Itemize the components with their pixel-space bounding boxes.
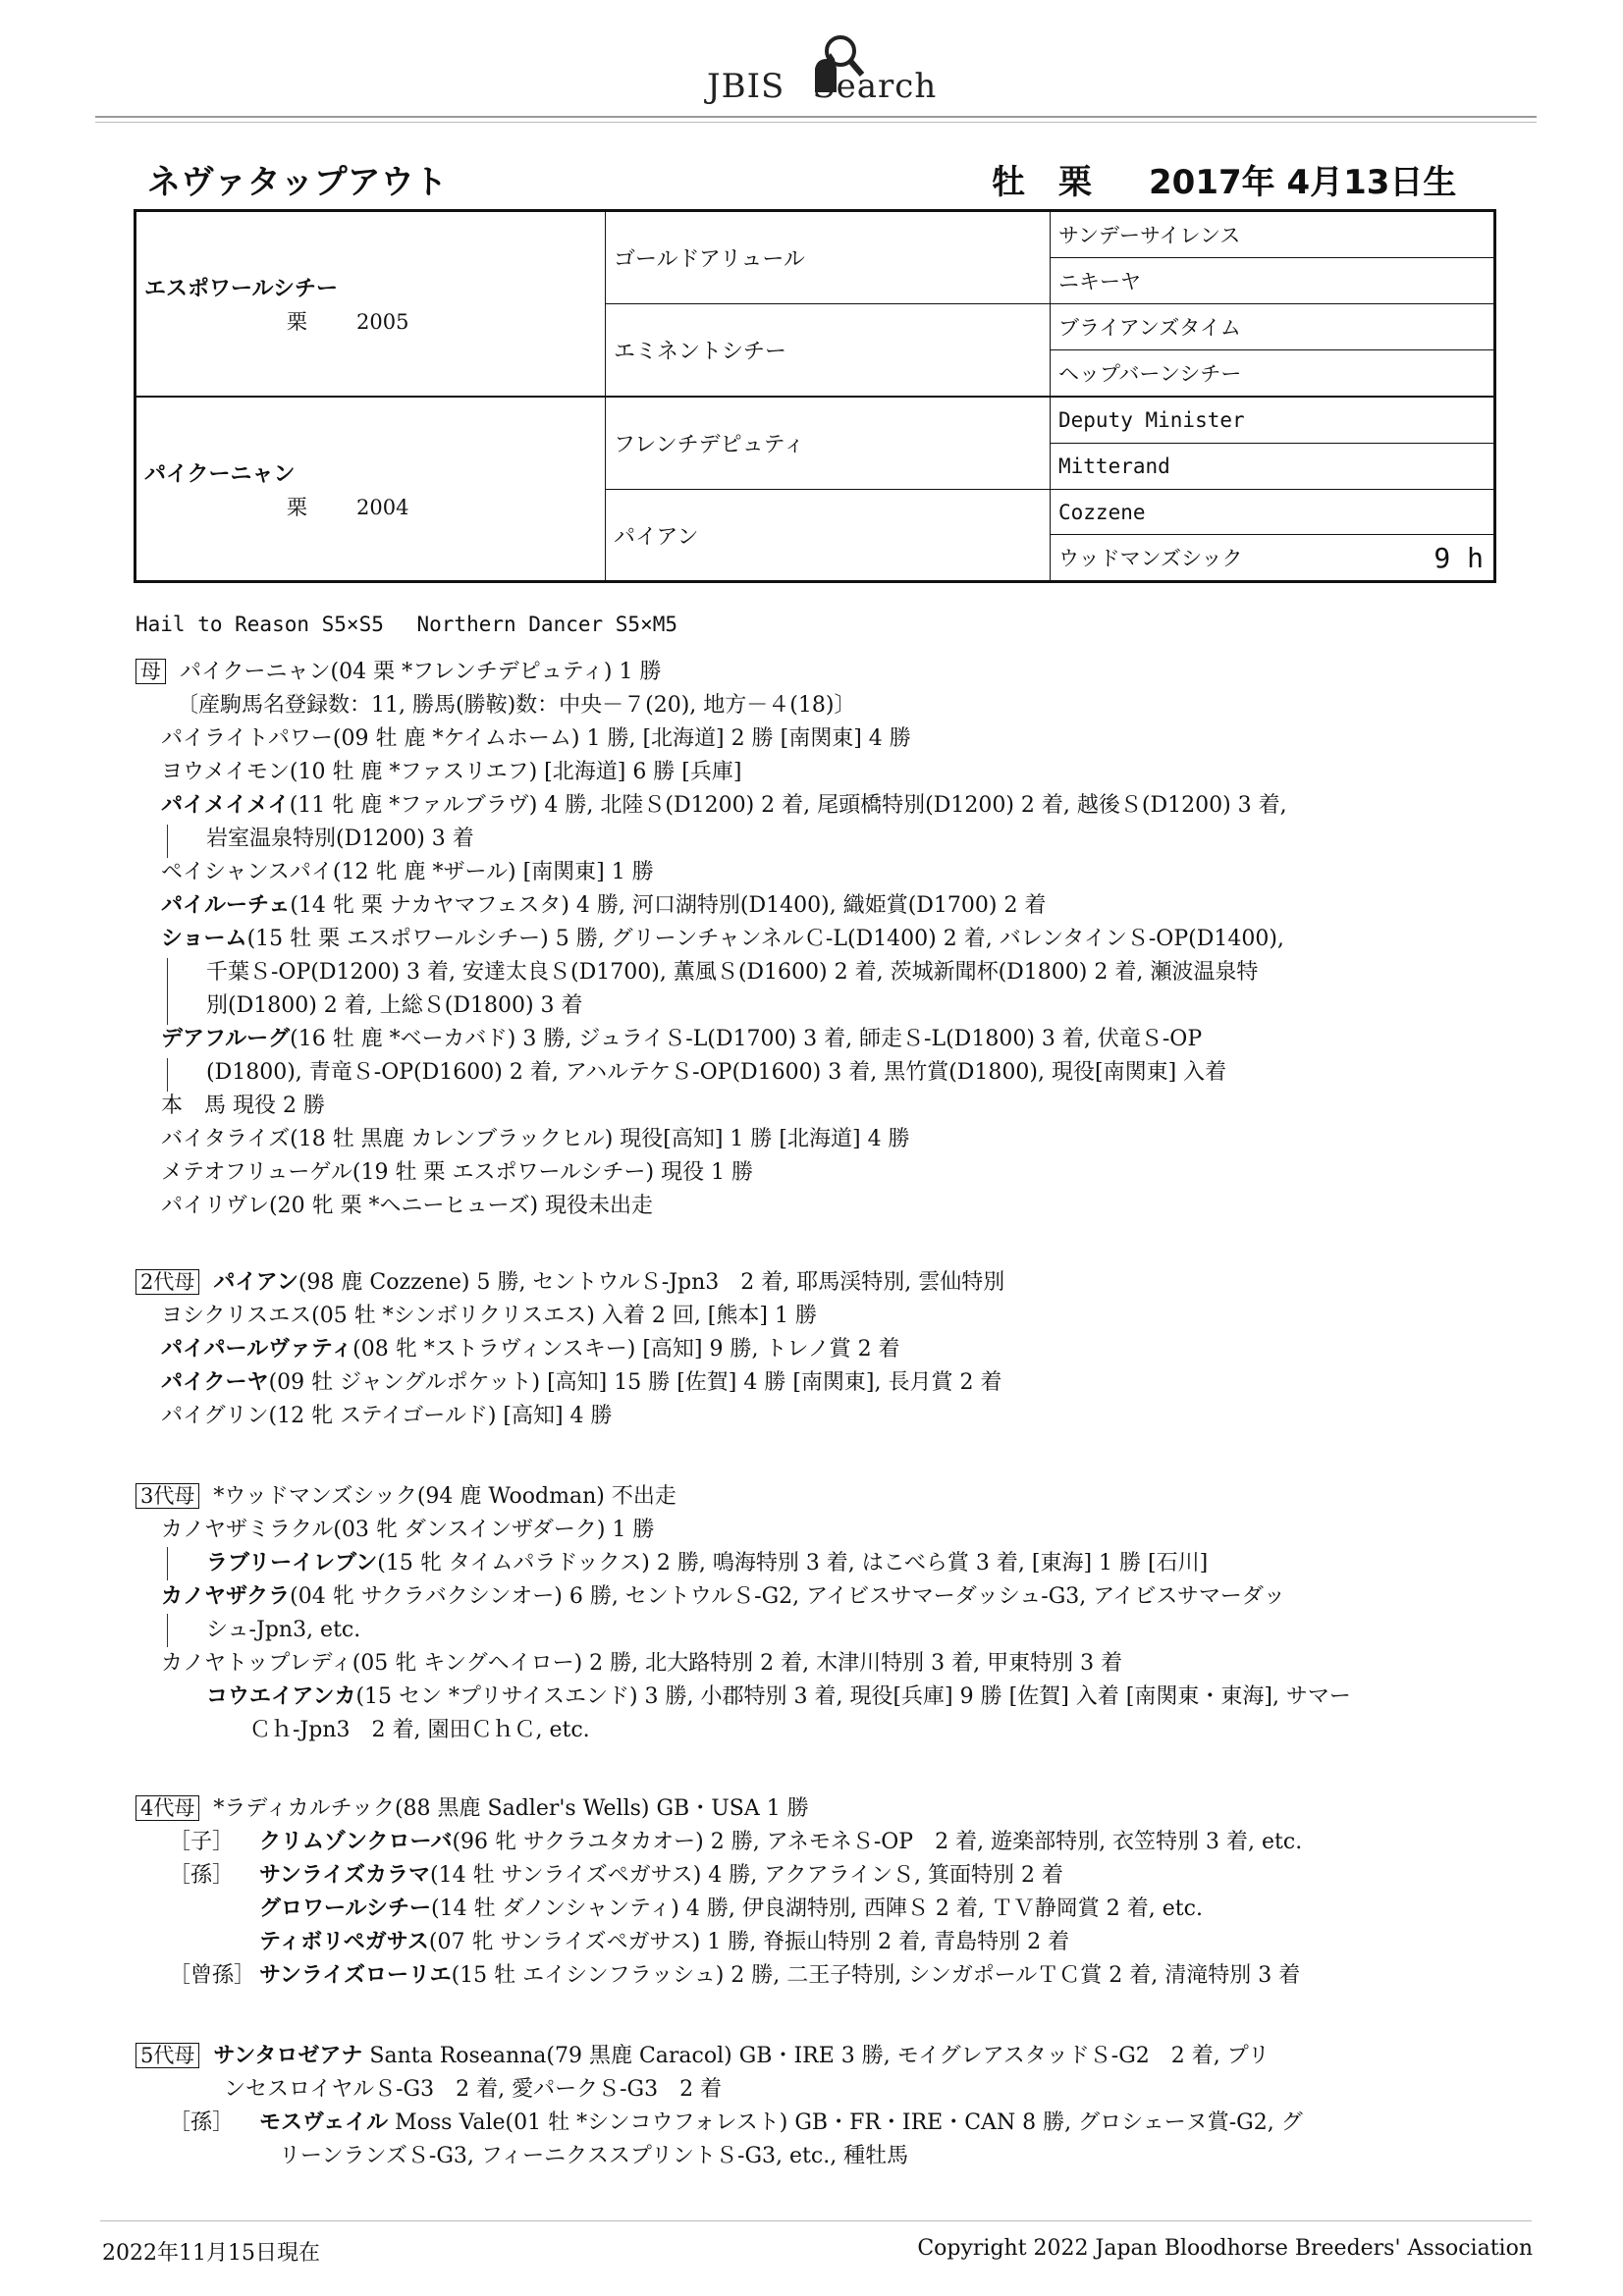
jbis-logo <box>707 29 962 108</box>
list-item: パイクーヤ(09 牡 ジャングルポケット) [高知] 15 勝 [佐賀] 4 勝 [南関東], 長月賞 2 着 <box>161 1370 1002 1395</box>
pedigree-table <box>134 209 1496 583</box>
pedigree-gen3-7: Cozzene <box>1051 490 1493 535</box>
logo-jbis: JBIS <box>707 67 785 106</box>
pedigree-mark: 9 h <box>1434 541 1484 574</box>
footer-date: 2022年11月15日現在 <box>102 2241 320 2266</box>
horse-birthdate: 2017年 4月13日生 <box>1149 163 1457 202</box>
header-rule <box>95 116 1537 118</box>
inbreeding-line: Hail to Reason S5×S5 Northern Dancer S5×M5 <box>135 613 678 636</box>
dam-family-section <box>135 656 1287 1223</box>
sire-color: 栗 <box>287 310 307 334</box>
header-rule-thin <box>95 122 1537 123</box>
list-item: シュ-Jpn3, etc. <box>206 1618 361 1642</box>
list-item: ショーム(15 牡 栗 エスポワールシチー) 5 勝, グリーンチャンネルＣ-L(D1400) 2 着, バレンタインＳ-OP(D1400), <box>161 927 1284 951</box>
list-item: パイライトパワー(09 牡 鹿 *ケイムホーム) 1 勝, [北海道] 2 勝 [南関東] 4 勝 <box>161 726 911 751</box>
fourth-dam-tag: 4代母 <box>135 1795 199 1821</box>
dam-year: 2004 <box>356 495 409 519</box>
list-item: ヨシクリスエス(05 牡 *シンボリクリスエス) 入着 2 回, [熊本] 1 勝 <box>161 1304 817 1328</box>
list-item: ヨウメイモン(10 牡 鹿 *ファスリエフ) [北海道] 6 勝 [兵庫] <box>161 760 742 784</box>
list-item: パイパールヴァティ(08 牝 *ストラヴィンスキー) [高知] 9 勝, トレノ賞 2 着 <box>161 1337 900 1362</box>
list-item: ペイシャンスパイ(12 牝 鹿 *ザール) [南関東] 1 勝 <box>161 860 654 884</box>
list-item: カノヤザミラクル(03 牝 ダンスインザダーク) 1 勝 <box>161 1518 655 1542</box>
list-item: ラブリーイレブン(15 牝 タイムパラドックス) 2 勝, 鳴海特別 3 着, はこべら賞 3 着, [東海] 1 勝 [石川] <box>206 1551 1209 1575</box>
list-item: ［孫］ モスヴェイル Moss Vale(01 牡 *シンコウフォレスト) GB・FR・IRE・CAN 8 勝, グロシェーヌ賞-G2, グ <box>169 2110 1303 2135</box>
horse-name: ネヴァタップアウト <box>147 163 448 202</box>
pedigree-gen2-2: エミネントシチー <box>606 304 1051 398</box>
sire-year: 2005 <box>356 310 409 334</box>
footer-copyright: Copyright 2022 Japan Bloodhorse Breeders' Association <box>917 2236 1533 2261</box>
third-dam-section <box>135 1480 1351 1747</box>
list-item: コウエイアンカ(15 セン *プリサイスエンド) 3 勝, 小郡特別 3 着, 現役[兵庫] 9 勝 [佐賀] 入着 [南関東・東海], サマー <box>206 1684 1351 1709</box>
pedigree-gen3-1: サンデーサイレンス <box>1051 212 1493 258</box>
pedigree-gen3-8-name: ウッドマンズシック <box>1058 547 1243 570</box>
list-item: バイタライズ(18 牡 黒鹿 カレンブラックヒル) 現役[高知] 1 勝 [北海道] 4 勝 <box>161 1127 910 1151</box>
pedigree-gen3-4: ヘップバーンシチー <box>1051 350 1493 398</box>
list-item: 母 パイクーニャン(04 栗 *フレンチデピュティ) 1 勝 <box>135 656 1287 689</box>
fourth-dam-section <box>135 1792 1302 1993</box>
fifth-dam-tag: 5代母 <box>135 2043 199 2068</box>
pedigree-sire <box>136 212 606 398</box>
horse-sex-color: 牡 栗 <box>992 163 1092 202</box>
list-item: 3代母 *ウッドマンズシック(94 鹿 Woodman) 不出走 <box>135 1480 1351 1514</box>
pedigree-gen3-3: ブライアンズタイム <box>1051 304 1493 350</box>
list-item: 別(D1800) 2 着, 上総Ｓ(D1800) 3 着 <box>206 993 583 1018</box>
list-item: パイメイメイ(11 牝 鹿 *ファルブラヴ) 4 勝, 北陸Ｓ(D1200) 2 着, 尾頭橋特別(D1200) 2 着, 越後Ｓ(D1200) 3 着, <box>161 793 1287 818</box>
list-item: 〔産駒馬名登録数：11, 勝馬(勝鞍)数：中央－７(20), 地方－４(18)〕 <box>177 693 856 718</box>
pedigree-gen3-5: Deputy Minister <box>1051 398 1493 444</box>
list-item: 4代母 *ラディカルチック(88 黒鹿 Sadler's Wells) GB・USA 1 勝 <box>135 1792 1302 1826</box>
list-item: ［曾孫］ サンライズローリエ(15 牡 エイシンフラッシュ) 2 勝, 二王子特別, シンガポールＴＣ賞 2 着, 清滝特別 3 着 <box>169 1963 1301 1988</box>
list-item: パイグリン(12 牝 ステイゴールド) [高知] 4 勝 <box>161 1404 613 1428</box>
list-item: ［孫］ サンライズカラマ(14 牡 サンライズペガサス) 4 勝, アクアラインＳ, 箕面特別 2 着 <box>169 1863 1063 1888</box>
list-item: Ｃｈ-Jpn3 2 着, 園田ＣｈＣ, etc. <box>249 1718 590 1742</box>
second-dam-section <box>135 1266 1004 1433</box>
list-item: 千葉Ｓ-OP(D1200) 3 着, 安達太良Ｓ(D1700), 薫風Ｓ(D1600) 2 着, 茨城新聞杯(D1800) 2 着, 瀬波温泉特 <box>206 960 1259 985</box>
list-item: 2代母 パイアン(98 鹿 Cozzene) 5 勝, セントウルＳ-Jpn3 2 着, 耶馬渓特別, 雲仙特別 <box>135 1266 1004 1300</box>
list-item: グロワールシチー(14 牡 ダノンシャンティ) 4 勝, 伊良湖特別, 西陣Ｓ 2 着, ＴＶ静岡賞 2 着, etc. <box>259 1896 1203 1921</box>
list-item: ンセスロイヤルＳ-G3 2 着, 愛パークＳ-G3 2 着 <box>224 2077 723 2102</box>
logo-search: Search <box>812 67 938 106</box>
pedigree-gen2-1: ゴールドアリュール <box>606 212 1051 304</box>
list-item: パイリヴレ(20 牝 栗 *ヘニーヒューズ) 現役未出走 <box>161 1194 654 1218</box>
pedigree-gen2-3: フレンチデピュティ <box>606 398 1051 490</box>
pedigree-dam <box>136 398 606 580</box>
list-item: 岩室温泉特別(D1200) 3 着 <box>206 827 474 851</box>
pedigree-gen3-8 <box>1051 535 1493 580</box>
list-item: ティボリペガサス(07 牝 サンライズペガサス) 1 勝, 脊振山特別 2 着, 青島特別 2 着 <box>259 1930 1070 1954</box>
second-dam-tag: 2代母 <box>135 1269 199 1295</box>
pedigree-gen3-2: ニキーヤ <box>1051 258 1493 304</box>
list-item: カノヤザクラ(04 牝 サクラバクシンオー) 6 勝, セントウルＳ-G2, アイビスサマーダッシュ-G3, アイビスサマーダッ <box>161 1584 1285 1609</box>
list-item: メテオフリューゲル(19 牡 栗 エスポワールシチー) 現役 1 勝 <box>161 1160 754 1185</box>
pedigree-gen3-6: Mitterand <box>1051 444 1493 490</box>
footer-rule <box>100 2220 1532 2221</box>
sire-name: エスポワールシチー <box>144 277 339 301</box>
dam-tag: 母 <box>135 659 166 684</box>
logo-text <box>707 67 937 106</box>
list-item: パイルーチェ(14 牝 栗 ナカヤマフェスタ) 4 勝, 河口湖特別(D1400), 織姫賞(D1700) 2 着 <box>161 893 1047 918</box>
list-item: 5代母 サンタロゼアナ Santa Roseanna(79 黒鹿 Caracol) GB・IRE 3 勝, モイグレアスタッドＳ-G2 2 着, プリ <box>135 2040 1303 2073</box>
list-item: 本 馬 現役 2 勝 <box>161 1094 325 1118</box>
dam-name: パイクーニャン <box>144 461 296 487</box>
list-item: リーンランズＳ-G3, フィーニクススプリントＳ-G3, etc., 種牡馬 <box>279 2144 909 2168</box>
list-item: ［子］ クリムゾンクローバ(96 牝 サクラユタカオー) 2 勝, アネモネＳ-OP 2 着, 遊楽部特別, 衣笠特別 3 着, etc. <box>169 1830 1303 1854</box>
third-dam-tag: 3代母 <box>135 1483 199 1509</box>
list-item: デアフルーグ(16 牡 鹿 *ベーカバド) 3 勝, ジュライＳ-L(D1700) 3 着, 師走Ｓ-L(D1800) 3 着, 伏竜Ｓ-OP <box>161 1027 1203 1051</box>
pedigree-gen2-4: パイアン <box>606 490 1051 580</box>
fifth-dam-section <box>135 2040 1303 2173</box>
dam-color: 栗 <box>287 495 307 519</box>
list-item: (D1800), 青竜Ｓ-OP(D1600) 2 着, アハルテケＳ-OP(D1600) 3 着, 黒竹賞(D1800), 現役[南関東] 入着 <box>206 1060 1227 1085</box>
list-item: カノヤトップレディ(05 牝 キングヘイロー) 2 勝, 北大路特別 2 着, 木津川特別 3 着, 甲東特別 3 着 <box>161 1651 1123 1676</box>
